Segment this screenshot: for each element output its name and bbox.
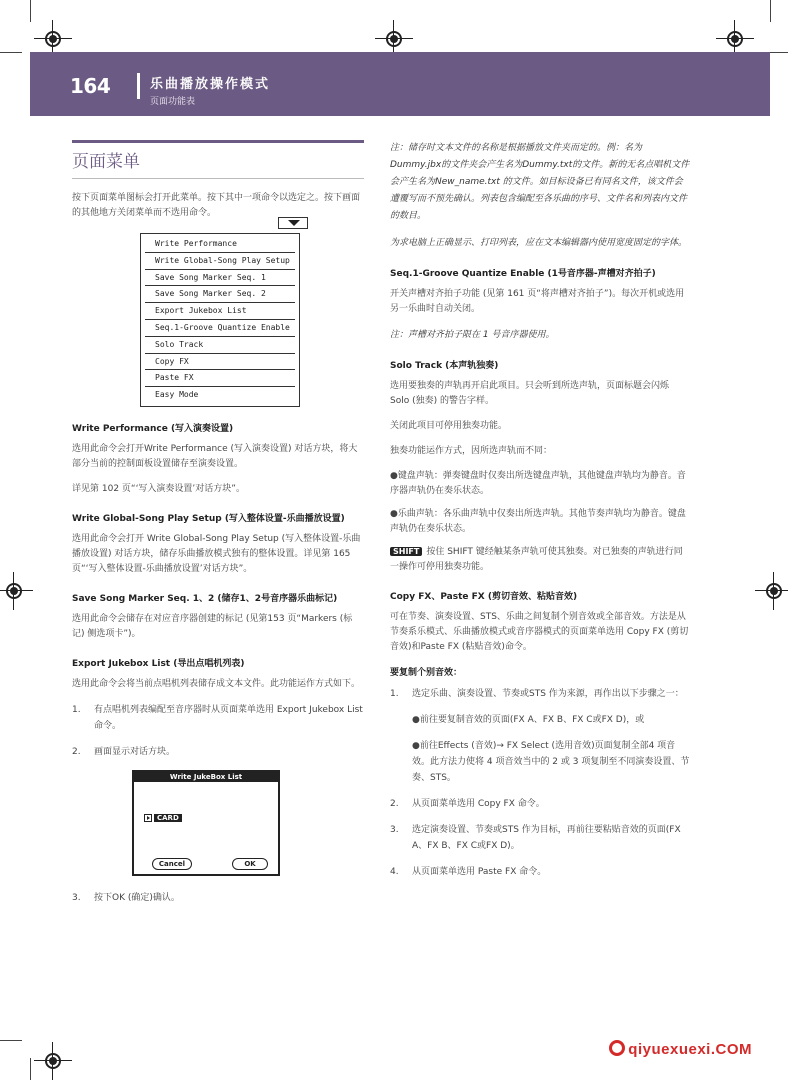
menu-item-save-marker-2[interactable]: Save Song Marker Seq. 2 xyxy=(145,286,295,303)
dialog-title: Write JukeBox List xyxy=(134,772,278,782)
step-number: 1. xyxy=(390,689,399,699)
crop-line xyxy=(0,1040,22,1041)
registration-mark-top-right xyxy=(724,28,746,50)
copy-step-1-option-b: ●前往Effects (音效)→ FX Select (选用音效)页面复制全部4 项音效。此方法力使将 4 项音效当中的 2 或 3 项复制至不同演奏设置、节奏、STS。 xyxy=(412,741,690,783)
intro-text: 按下页面菜单图标会打开此菜单。按下其中一项命令以选定之。按下画面的其他地方关闭菜单而不选用命令。 xyxy=(72,193,361,218)
registration-mark-mid-right xyxy=(763,580,785,602)
watermark-icon xyxy=(609,1040,625,1056)
note-groove: 注：声槽对齐拍子限在 1 号音序器使用。 xyxy=(390,330,555,340)
registration-mark-top-left xyxy=(42,28,64,50)
step-text: 从页面菜单选用 Copy FX 命令。 xyxy=(412,799,545,809)
note-filename: 注：储存时文本文件的名称是根据播放文件夹而定的。例：名为Dummy.jbx的文件夹会产生名为Dummy.txt的文件。新的无名点唱机文件会产生名为New_name.txt 的文件。如目标设备已有同名文件，该文件会遭覆写而不预先确认。列表包含编配至各乐曲的序号、文件名和列表内文件的数目。 xyxy=(390,143,690,221)
copy-step-3 xyxy=(390,822,690,854)
export-step-1 xyxy=(72,702,364,734)
menu-item-paste-fx[interactable]: Paste FX xyxy=(145,370,295,387)
export-step-3 xyxy=(72,890,364,906)
step-text: 画面显示对话方块。 xyxy=(94,746,176,757)
card-label: CARD xyxy=(154,814,182,822)
groove-quantize-text: 开关声槽对齐拍子功能 (见第 161 页“将声槽对齐拍子”)。每次开机或选用另一乐曲时自动关闭。 xyxy=(390,289,685,314)
solo-track-heading: Solo Track (本声轨独奏) xyxy=(390,361,499,371)
solo-bullet-keyboard: ●键盘声轨：弹奏键盘时仅奏出所选键盘声轨，其他键盘声轨均为静音。音序器声轨仍在奏乐状态。 xyxy=(390,471,686,496)
menu-item-write-global[interactable]: Write Global-Song Play Setup xyxy=(145,253,295,270)
shift-tip xyxy=(390,545,690,575)
export-step-2 xyxy=(72,744,364,760)
right-column xyxy=(390,140,690,890)
page-header xyxy=(30,52,770,116)
solo-track-off: 关闭此项目可停用独奏功能。 xyxy=(390,421,508,431)
crop-line xyxy=(0,52,22,53)
step-text: 按下OK (确定)确认。 xyxy=(94,892,180,903)
menu-arrow-icon[interactable] xyxy=(278,217,308,229)
registration-mark-mid-left xyxy=(3,580,25,602)
step-number: 2. xyxy=(72,746,81,757)
menu-item-export-jukebox[interactable]: Export Jukebox List xyxy=(145,303,295,320)
left-column xyxy=(72,140,364,916)
write-jukebox-dialog xyxy=(132,770,280,876)
cancel-button[interactable]: Cancel xyxy=(152,858,192,870)
chapter-title: 乐曲播放操作模式 xyxy=(150,77,271,92)
write-global-heading: Write Global-Song Play Setup (写入整体设置-乐曲播放设置) xyxy=(72,513,345,524)
solo-track-text: 选用要独奏的声轨再开启此项目。只会听到所选声轨，页面标题会闪烁 Solo (独奏) 的警告字样。 xyxy=(390,381,670,406)
step-text: 选定演奏设置、节奏或STS 作为目标，再前往要粘贴音效的页面(FX A、FX B、FX C或FX D)。 xyxy=(412,825,681,851)
step-number: 4. xyxy=(390,867,399,877)
copy-fx-subheading: 要复制个别音效： xyxy=(390,668,463,678)
write-performance-ref: 详见第 102 页“‘写入演奏设置’对话方块”。 xyxy=(72,483,245,494)
play-icon xyxy=(144,814,152,822)
crop-line xyxy=(30,1058,31,1080)
step-number: 3. xyxy=(72,892,81,903)
header-divider xyxy=(137,73,140,99)
groove-quantize-heading: Seq.1-Groove Quantize Enable (1号音序器-声槽对齐拍子) xyxy=(390,269,656,279)
ok-button[interactable]: OK xyxy=(232,858,268,870)
page-menu-list xyxy=(140,233,300,407)
solo-bullet-song: ●乐曲声轨：各乐曲声轨中仅奏出所选声轨。其他节奏声轨均为静音。键盘声轨仍在奏乐状态。 xyxy=(390,509,686,534)
step-text: 选定乐曲、演奏设置、节奏或STS 作为来源，再作出以下步骤之一： xyxy=(412,689,684,699)
copy-step-4 xyxy=(390,864,690,880)
menu-item-solo-track[interactable]: Solo Track xyxy=(145,337,295,354)
write-performance-heading: Write Performance (写入演奏设置) xyxy=(72,423,234,434)
copy-step-2 xyxy=(390,796,690,812)
menu-item-easy-mode[interactable]: Easy Mode xyxy=(155,390,199,400)
section-rule xyxy=(72,140,364,143)
export-jukebox-text: 选用此命令会将当前点唱机列表储存成文本文件。此功能运作方式如下。 xyxy=(72,678,361,689)
crop-line xyxy=(30,0,31,22)
page-number: 164 xyxy=(70,74,111,98)
export-jukebox-heading: Export Jukebox List (导出点唱机列表) xyxy=(72,658,245,669)
write-performance-text: 选用此命令会打开Write Performance (写入演奏设置) 对话方块，将大部分当前的控制面板设置储存至演奏设置。 xyxy=(72,443,358,469)
menu-item-copy-fx[interactable]: Copy FX xyxy=(145,354,295,371)
card-selector[interactable] xyxy=(144,814,182,822)
section-title: 页面菜单 xyxy=(72,147,364,179)
watermark-logo xyxy=(609,1040,752,1058)
copy-step-1-option-a: ●前往要复制音效的页面(FX A、FX B、FX C或FX D)，或 xyxy=(412,715,645,725)
step-text: 从页面菜单选用 Paste FX 命令。 xyxy=(412,867,547,877)
note-font: 为求电脑上正确显示、打印列表，应在文本编辑器内使用宽度固定的字体。 xyxy=(390,238,688,248)
step-text: 有点唱机列表编配至音序器时从页面菜单选用 Export Jukebox List命令。 xyxy=(94,704,363,731)
watermark-text: qiyuexuexi.COM xyxy=(628,1041,752,1058)
registration-mark-bottom-left xyxy=(42,1050,64,1072)
registration-mark-top-center xyxy=(383,28,405,50)
menu-item-write-performance[interactable]: Write Performance xyxy=(145,236,295,253)
menu-item-save-marker-1[interactable]: Save Song Marker Seq. 1 xyxy=(145,270,295,287)
step-number: 2. xyxy=(390,799,399,809)
menu-item-groove-quantize[interactable]: Seq.1-Groove Quantize Enable xyxy=(145,320,295,337)
step-number: 1. xyxy=(72,704,81,715)
solo-track-mode: 独奏功能运作方式，因所选声轨而不同： xyxy=(390,446,553,456)
shift-key-icon: SHIFT xyxy=(390,547,422,556)
chapter-subtitle: 页面功能表 xyxy=(150,97,196,107)
crop-line xyxy=(770,0,771,22)
save-marker-heading: Save Song Marker Seq. 1、2 (储存1、2号音序器乐曲标记) xyxy=(72,593,338,604)
copy-paste-fx-text: 可在节奏、演奏设置、STS、乐曲之间复制个别音效或全部音效。方法是从节奏系乐模式、乐曲播放模式或音序器模式的页面菜单选用 Copy FX (剪切音效)和Paste FX (粘贴音效)命令。 xyxy=(390,612,689,652)
shift-tip-text: 按住 SHIFT 键经触某条声轨可使其独奏。对已独奏的声轨进行同一操作可停用独奏功能。 xyxy=(390,547,683,572)
page-menu xyxy=(140,233,300,407)
copy-step-1 xyxy=(390,686,690,702)
save-marker-text: 选用此命令会储存在对应音序器创建的标记 (见第153 页“Markers (标记) 侧选项卡”)。 xyxy=(72,613,353,639)
copy-paste-fx-heading: Copy FX、Paste FX (剪切音效、粘贴音效) xyxy=(390,592,578,602)
write-global-text: 选用此命令会打开 Write Global-Song Play Setup (写入整体设置-乐曲播放设置) 对话方块，储存乐曲播放模式独有的整体设置。详见第 165 页“‘写入整体设置-乐曲播放设置’对话方块”。 xyxy=(72,533,361,574)
step-number: 3. xyxy=(390,825,399,835)
